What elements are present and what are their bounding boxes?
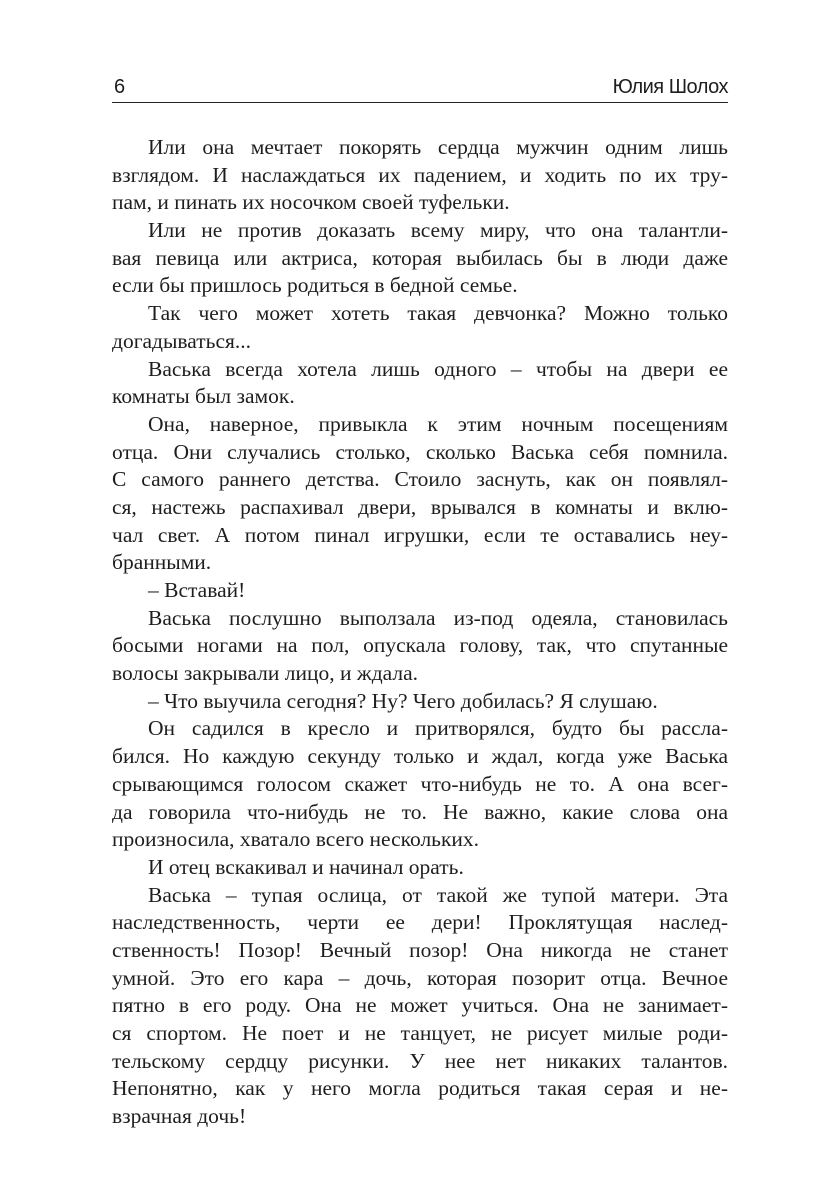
page-number: 6 <box>114 76 126 98</box>
text-line: вая певица или актриса, которая выбилась бы в люди даже <box>112 245 728 270</box>
text-line: взрачная дочь! <box>112 1104 247 1129</box>
text-line: ственность! Позор! Вечный позор! Она никогда не станет <box>112 937 728 962</box>
paragraph <box>112 715 728 853</box>
paragraph <box>112 411 728 577</box>
text-line: бился. Но каждую секунду только и ждал, когда уже Васька <box>112 744 728 769</box>
text-line: догадываться... <box>112 328 252 353</box>
text-line: чал свет. А потом пинал игрушки, если те оставались неу- <box>112 522 728 547</box>
text-line: взглядом. И наслаждаться их падением, и ходить по их тру- <box>112 162 728 187</box>
text-line: да говорила что-нибудь не то. Не важно, какие слова она <box>112 799 728 824</box>
text-line: наследственность, черти ее дери! Проклятущая наслед- <box>112 910 728 935</box>
text-line: комнаты был замок. <box>112 384 295 409</box>
text-line: пам, и пинать их носочком своей туфельки. <box>112 190 510 215</box>
text-line: если бы пришлось родиться в бедной семье. <box>112 273 518 298</box>
text-line: Она, наверное, привыкла к этим ночным посещениям <box>148 411 728 436</box>
text-line: срывающимся голосом скажет что-нибудь не то. А она всег- <box>112 771 728 796</box>
text-line: Васька послушно выползала из-под одеяла, становилась <box>148 605 728 630</box>
text-line: Он садился в кресло и притворялся, будто бы рассла- <box>148 716 728 741</box>
paragraph <box>112 854 728 882</box>
text-line: Васька – тупая ослица, от такой же тупой матери. Эта <box>148 882 728 907</box>
text-line: ся, настежь распахивал двери, врывался в комнаты и вклю- <box>112 494 728 519</box>
text-line: пятно в его роду. Она не может учиться. Она не занимает- <box>112 993 728 1018</box>
text-line: произносила, хватало всего нескольких. <box>112 827 480 852</box>
paragraph <box>112 300 728 355</box>
paragraph <box>112 217 728 300</box>
text-line: Или не против доказать всему миру, что она талантли- <box>148 218 728 243</box>
text-line: Непонятно, как у него могла родиться такая серая и не- <box>112 1076 728 1101</box>
text-line: – Что выучила сегодня? Ну? Чего добилась? Я слушаю. <box>148 688 658 713</box>
text-line: И отец вскакивал и начинал орать. <box>148 854 464 879</box>
paragraph <box>112 605 728 688</box>
text-line: умной. Это его кара – дочь, которая позорит отца. Вечное <box>112 965 728 990</box>
text-line: тельскому сердцу рисунки. У нее нет никаких талантов. <box>112 1048 728 1073</box>
text-line: волосы закрывали лицо, и ждала. <box>112 661 419 686</box>
paragraph <box>112 882 728 1131</box>
text-line: ся спортом. Не поет и не танцует, не рисует милые роди- <box>112 1021 728 1045</box>
paragraph <box>112 688 728 716</box>
page-body-text <box>112 134 728 1131</box>
text-line: Васька всегда хотела лишь одного – чтобы на двери ее <box>148 356 728 381</box>
running-header <box>112 74 728 103</box>
text-line: босыми ногами на пол, опускала голову, так, что спутанные <box>112 633 728 658</box>
author-name: Юлия Шолох <box>612 76 728 98</box>
text-line: Или она мечтает покорять сердца мужчин одним лишь <box>148 135 728 159</box>
text-line: Так чего может хотеть такая девчонка? Можно только <box>148 301 728 326</box>
paragraph <box>112 356 728 411</box>
text-line: С самого раннего детства. Стоило заснуть, как он появлял- <box>112 467 728 492</box>
paragraph <box>112 577 728 605</box>
paragraph <box>112 134 728 217</box>
text-line: бранными. <box>112 550 212 575</box>
text-line: отца. Они случались столько, сколько Васька себя помнила. <box>112 439 728 464</box>
text-line: – Вставай! <box>148 578 246 602</box>
